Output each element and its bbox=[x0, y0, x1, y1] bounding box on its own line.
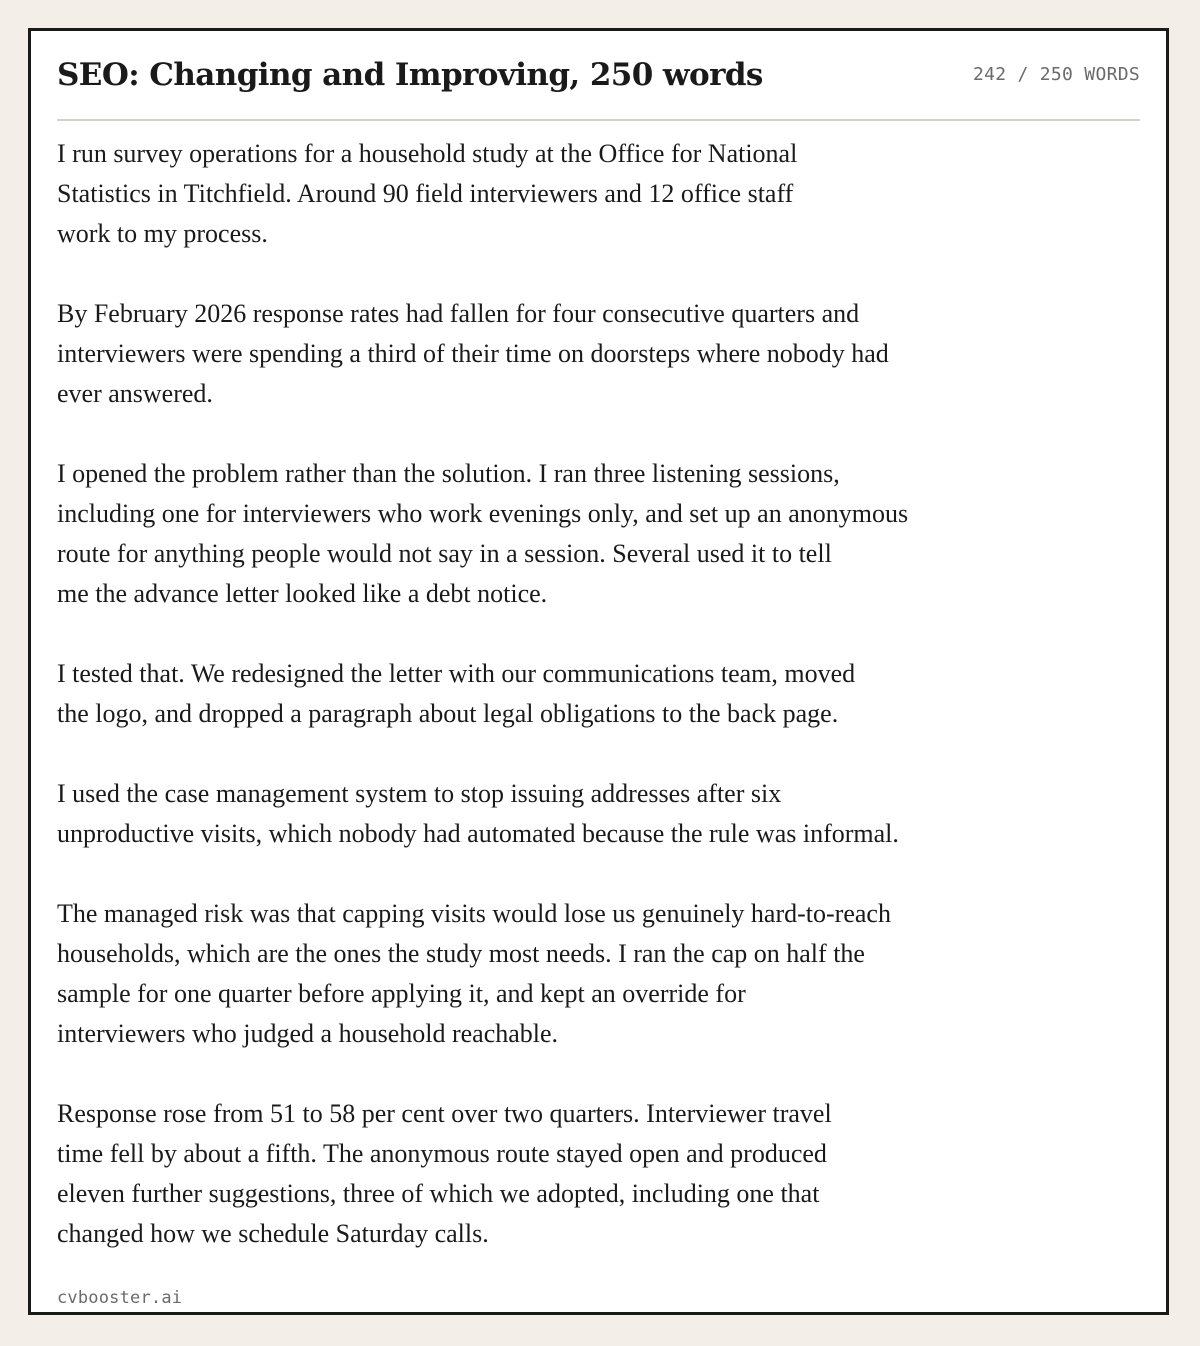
text-line: The managed risk was that capping visits would lose us genuinely hard-to-reach bbox=[57, 899, 891, 928]
text-line: I opened the problem rather than the solution. I ran three listening sessions, bbox=[57, 459, 840, 488]
card-header bbox=[57, 51, 1140, 121]
paragraph bbox=[57, 454, 1057, 614]
text-line: interviewers who judged a household reachable. bbox=[57, 1019, 559, 1048]
paragraph bbox=[57, 894, 1057, 1054]
text-line: time fell by about a fifth. The anonymous route stayed open and produced bbox=[57, 1139, 827, 1168]
text-line: unproductive visits, which nobody had automated because the rule was informal. bbox=[57, 819, 899, 848]
footer-brand: cvbooster.ai bbox=[57, 1288, 183, 1308]
text-line: I run survey operations for a household study at the Office for National bbox=[57, 139, 798, 168]
paragraph bbox=[57, 294, 1057, 414]
text-line: changed how we schedule Saturday calls. bbox=[57, 1219, 489, 1248]
text-line: I tested that. We redesigned the letter with our communications team, moved bbox=[57, 659, 856, 688]
text-line: By February 2026 response rates had fallen for four consecutive quarters and bbox=[57, 299, 860, 328]
text-line: I used the case management system to stop issuing addresses after six bbox=[57, 779, 782, 808]
text-line: ever answered. bbox=[57, 379, 213, 408]
text-line: me the advance letter looked like a debt notice. bbox=[57, 579, 548, 608]
text-line: Statistics in Titchfield. Around 90 field interviewers and 12 office staff bbox=[57, 179, 794, 208]
text-line: interviewers were spending a third of their time on doorsteps where nobody had bbox=[57, 339, 889, 368]
page-title: SEO: Changing and Improving, 250 words bbox=[57, 57, 763, 93]
text-line: Response rose from 51 to 58 per cent over two quarters. Interviewer travel bbox=[57, 1099, 832, 1128]
text-line: route for anything people would not say in a session. Several used it to tell bbox=[57, 539, 832, 568]
answer-card bbox=[28, 28, 1169, 1315]
word-count: 242 / 250 WORDS bbox=[972, 64, 1140, 85]
paragraph bbox=[57, 1094, 1057, 1254]
paragraph bbox=[57, 134, 1057, 254]
paragraph bbox=[57, 654, 1057, 734]
text-line: sample for one quarter before applying it, and kept an override for bbox=[57, 979, 746, 1008]
paragraph bbox=[57, 774, 1057, 854]
text-line: including one for interviewers who work evenings only, and set up an anonymous bbox=[57, 499, 909, 528]
text-line: households, which are the ones the study most needs. I ran the cap on half the bbox=[57, 939, 865, 968]
text-line: eleven further suggestions, three of which we adopted, including one that bbox=[57, 1179, 820, 1208]
text-line: work to my process. bbox=[57, 219, 268, 248]
answer-body bbox=[57, 134, 1057, 1294]
text-line: the logo, and dropped a paragraph about legal obligations to the back page. bbox=[57, 699, 839, 728]
